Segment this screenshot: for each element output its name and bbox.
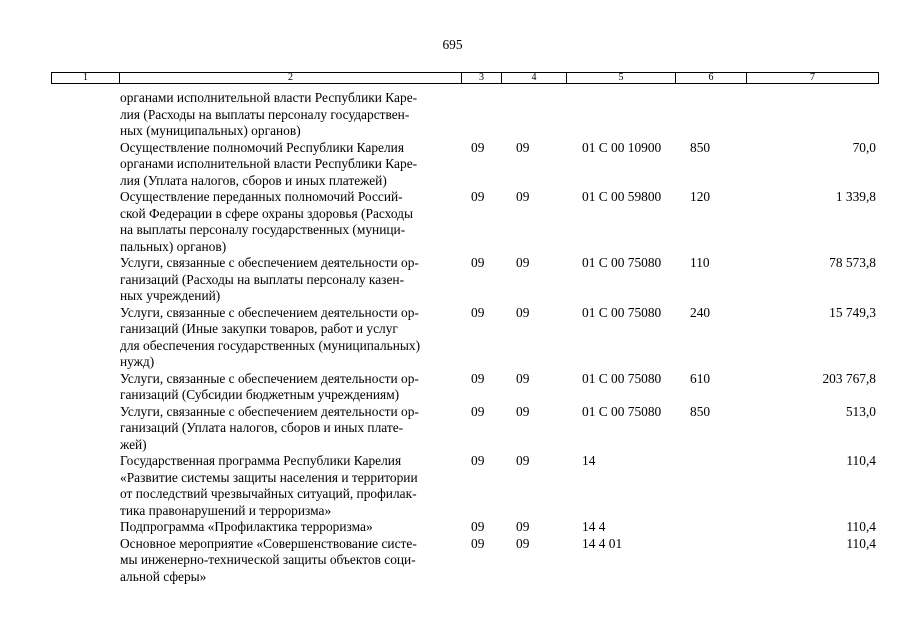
section-code: 09 [471, 453, 485, 468]
table-row [0, 189, 905, 255]
expense-type-code: 850 [690, 139, 711, 155]
amount: 78 573,8 [829, 255, 876, 270]
table-header [51, 72, 879, 84]
expense-name [120, 371, 462, 404]
subsection-code: 09 [516, 519, 530, 534]
target-article-code: 01 С 00 75080 [582, 255, 662, 270]
subsection-code: 09 [516, 139, 530, 155]
target-article-code: 01 С 00 10900 [582, 139, 662, 155]
page-number: 695 [442, 37, 463, 52]
subsection-code: 09 [516, 304, 530, 320]
expense-name-line: лия (Расходы на выплаты персоналу государствен- [120, 106, 410, 122]
table-row [0, 90, 905, 140]
expense-name-line: ской Федерации в сфере охраны здоровья (Расходы [120, 205, 413, 221]
budget-table-body [0, 90, 905, 585]
expense-name-line: для обеспечения государственных (муниципальных) [120, 337, 421, 353]
expense-name-line: «Развитие системы защиты населения и территории [120, 469, 418, 485]
section-code: 09 [471, 370, 485, 386]
expense-name-line: Основное мероприятие «Совершенствование систе- [120, 535, 417, 551]
table-row [0, 536, 905, 586]
expense-name [120, 140, 462, 190]
table-row [0, 255, 905, 305]
subsection-code: 09 [516, 535, 530, 551]
section-code: 09 [471, 189, 485, 204]
expense-name-line: ганизаций (Субсидии бюджетным учреждениям) [120, 387, 400, 402]
column-header-1: 1 [52, 73, 120, 83]
section-code: 09 [471, 139, 485, 155]
expense-name-line: лия (Уплата налогов, сборов и иных платежей) [120, 172, 387, 188]
column-header-5: 5 [567, 73, 676, 83]
expense-name-line: от последствий чрезвычайных ситуаций, профилак- [120, 486, 417, 501]
table-row [0, 519, 905, 536]
amount: 513,0 [845, 403, 876, 419]
expense-name-line: ганизаций (Иные закупки товаров, работ и услуг [120, 321, 398, 336]
section-code: 09 [471, 535, 485, 551]
expense-name-line: нужд) [120, 354, 155, 369]
column-header-7: 7 [810, 72, 815, 83]
expense-name-line: Услуги, связанные с обеспечением деятельности ор- [120, 403, 419, 419]
expense-name-line: Услуги, связанные с обеспечением деятельности ор- [120, 370, 419, 386]
amount: 1 339,8 [835, 189, 876, 204]
expense-name-line: на выплаты персоналу государственных (муници- [120, 222, 406, 237]
expense-type-code: 240 [690, 304, 711, 320]
expense-name-line: ганизаций (Уплата налогов, сборов и иных плате- [120, 420, 404, 435]
target-article-code: 14 [582, 453, 596, 468]
target-article-code: 14 4 [582, 519, 606, 534]
table-row [0, 371, 905, 404]
table-row [0, 404, 905, 454]
section-code: 09 [471, 255, 485, 270]
subsection-code: 09 [516, 453, 530, 468]
amount: 15 749,3 [829, 304, 876, 320]
table-row [0, 453, 905, 519]
section-code: 09 [471, 403, 485, 419]
amount: 110,4 [846, 453, 876, 468]
expense-name [120, 404, 462, 454]
column-header-6: 6 [676, 73, 747, 83]
target-article-code: 01 С 00 75080 [582, 403, 662, 419]
target-article-code: 01 С 00 75080 [582, 304, 662, 320]
expense-name-line: Осуществление полномочий Республики Карелия [120, 139, 404, 155]
expense-name-line: Подпрограмма «Профилактика терроризма» [120, 519, 373, 534]
expense-type-code: 610 [690, 370, 711, 386]
expense-type-code: 120 [690, 189, 711, 204]
expense-name-line: жей) [120, 436, 147, 452]
target-article-code: 01 С 00 59800 [582, 189, 662, 204]
column-header-2: 2 [120, 73, 462, 83]
column-header-3: 3 [462, 73, 502, 83]
expense-name-line: органами исполнительной власти Республики Каре- [120, 90, 418, 105]
expense-name-line: пальных) органов) [120, 238, 227, 254]
expense-name-line: Услуги, связанные с обеспечением деятельности ор- [120, 304, 419, 320]
section-code: 09 [471, 304, 485, 320]
section-code: 09 [471, 519, 485, 534]
expense-name [120, 90, 462, 140]
table-row [0, 305, 905, 371]
expense-name-line: мы инженерно-технической защиты объектов соци- [120, 552, 416, 567]
expense-name [120, 255, 462, 305]
expense-type-code: 110 [690, 255, 710, 270]
expense-name-line: Осуществление переданных полномочий Россий- [120, 189, 403, 204]
subsection-code: 09 [516, 403, 530, 419]
expense-name-line: ных учреждений) [120, 288, 221, 303]
amount: 110,4 [846, 535, 876, 551]
target-article-code: 14 4 01 [582, 535, 623, 551]
expense-name [120, 453, 462, 519]
expense-name-line: ных (муниципальных) органов) [120, 123, 301, 138]
expense-type-code: 850 [690, 403, 711, 419]
expense-name [120, 305, 462, 371]
table-row [0, 140, 905, 190]
expense-name-line: тика правонарушений и терроризма» [120, 502, 332, 518]
subsection-code: 09 [516, 189, 530, 204]
expense-name-line: Услуги, связанные с обеспечением деятельности ор- [120, 255, 419, 270]
subsection-code: 09 [516, 370, 530, 386]
subsection-code: 09 [516, 255, 530, 270]
amount: 203 767,8 [822, 370, 876, 386]
amount: 70,0 [852, 139, 876, 155]
column-header-4: 4 [502, 73, 567, 83]
expense-name [120, 536, 462, 586]
expense-name-line: органами исполнительной власти Республики Каре- [120, 156, 418, 171]
expense-name-line: ганизаций (Расходы на выплаты персоналу казен- [120, 271, 405, 287]
expense-name-line: Государственная программа Республики Карелия [120, 453, 402, 468]
expense-name [120, 189, 462, 255]
amount: 110,4 [846, 519, 876, 534]
expense-name [120, 519, 462, 536]
target-article-code: 01 С 00 75080 [582, 370, 662, 386]
expense-name-line: альной сферы» [120, 568, 207, 584]
